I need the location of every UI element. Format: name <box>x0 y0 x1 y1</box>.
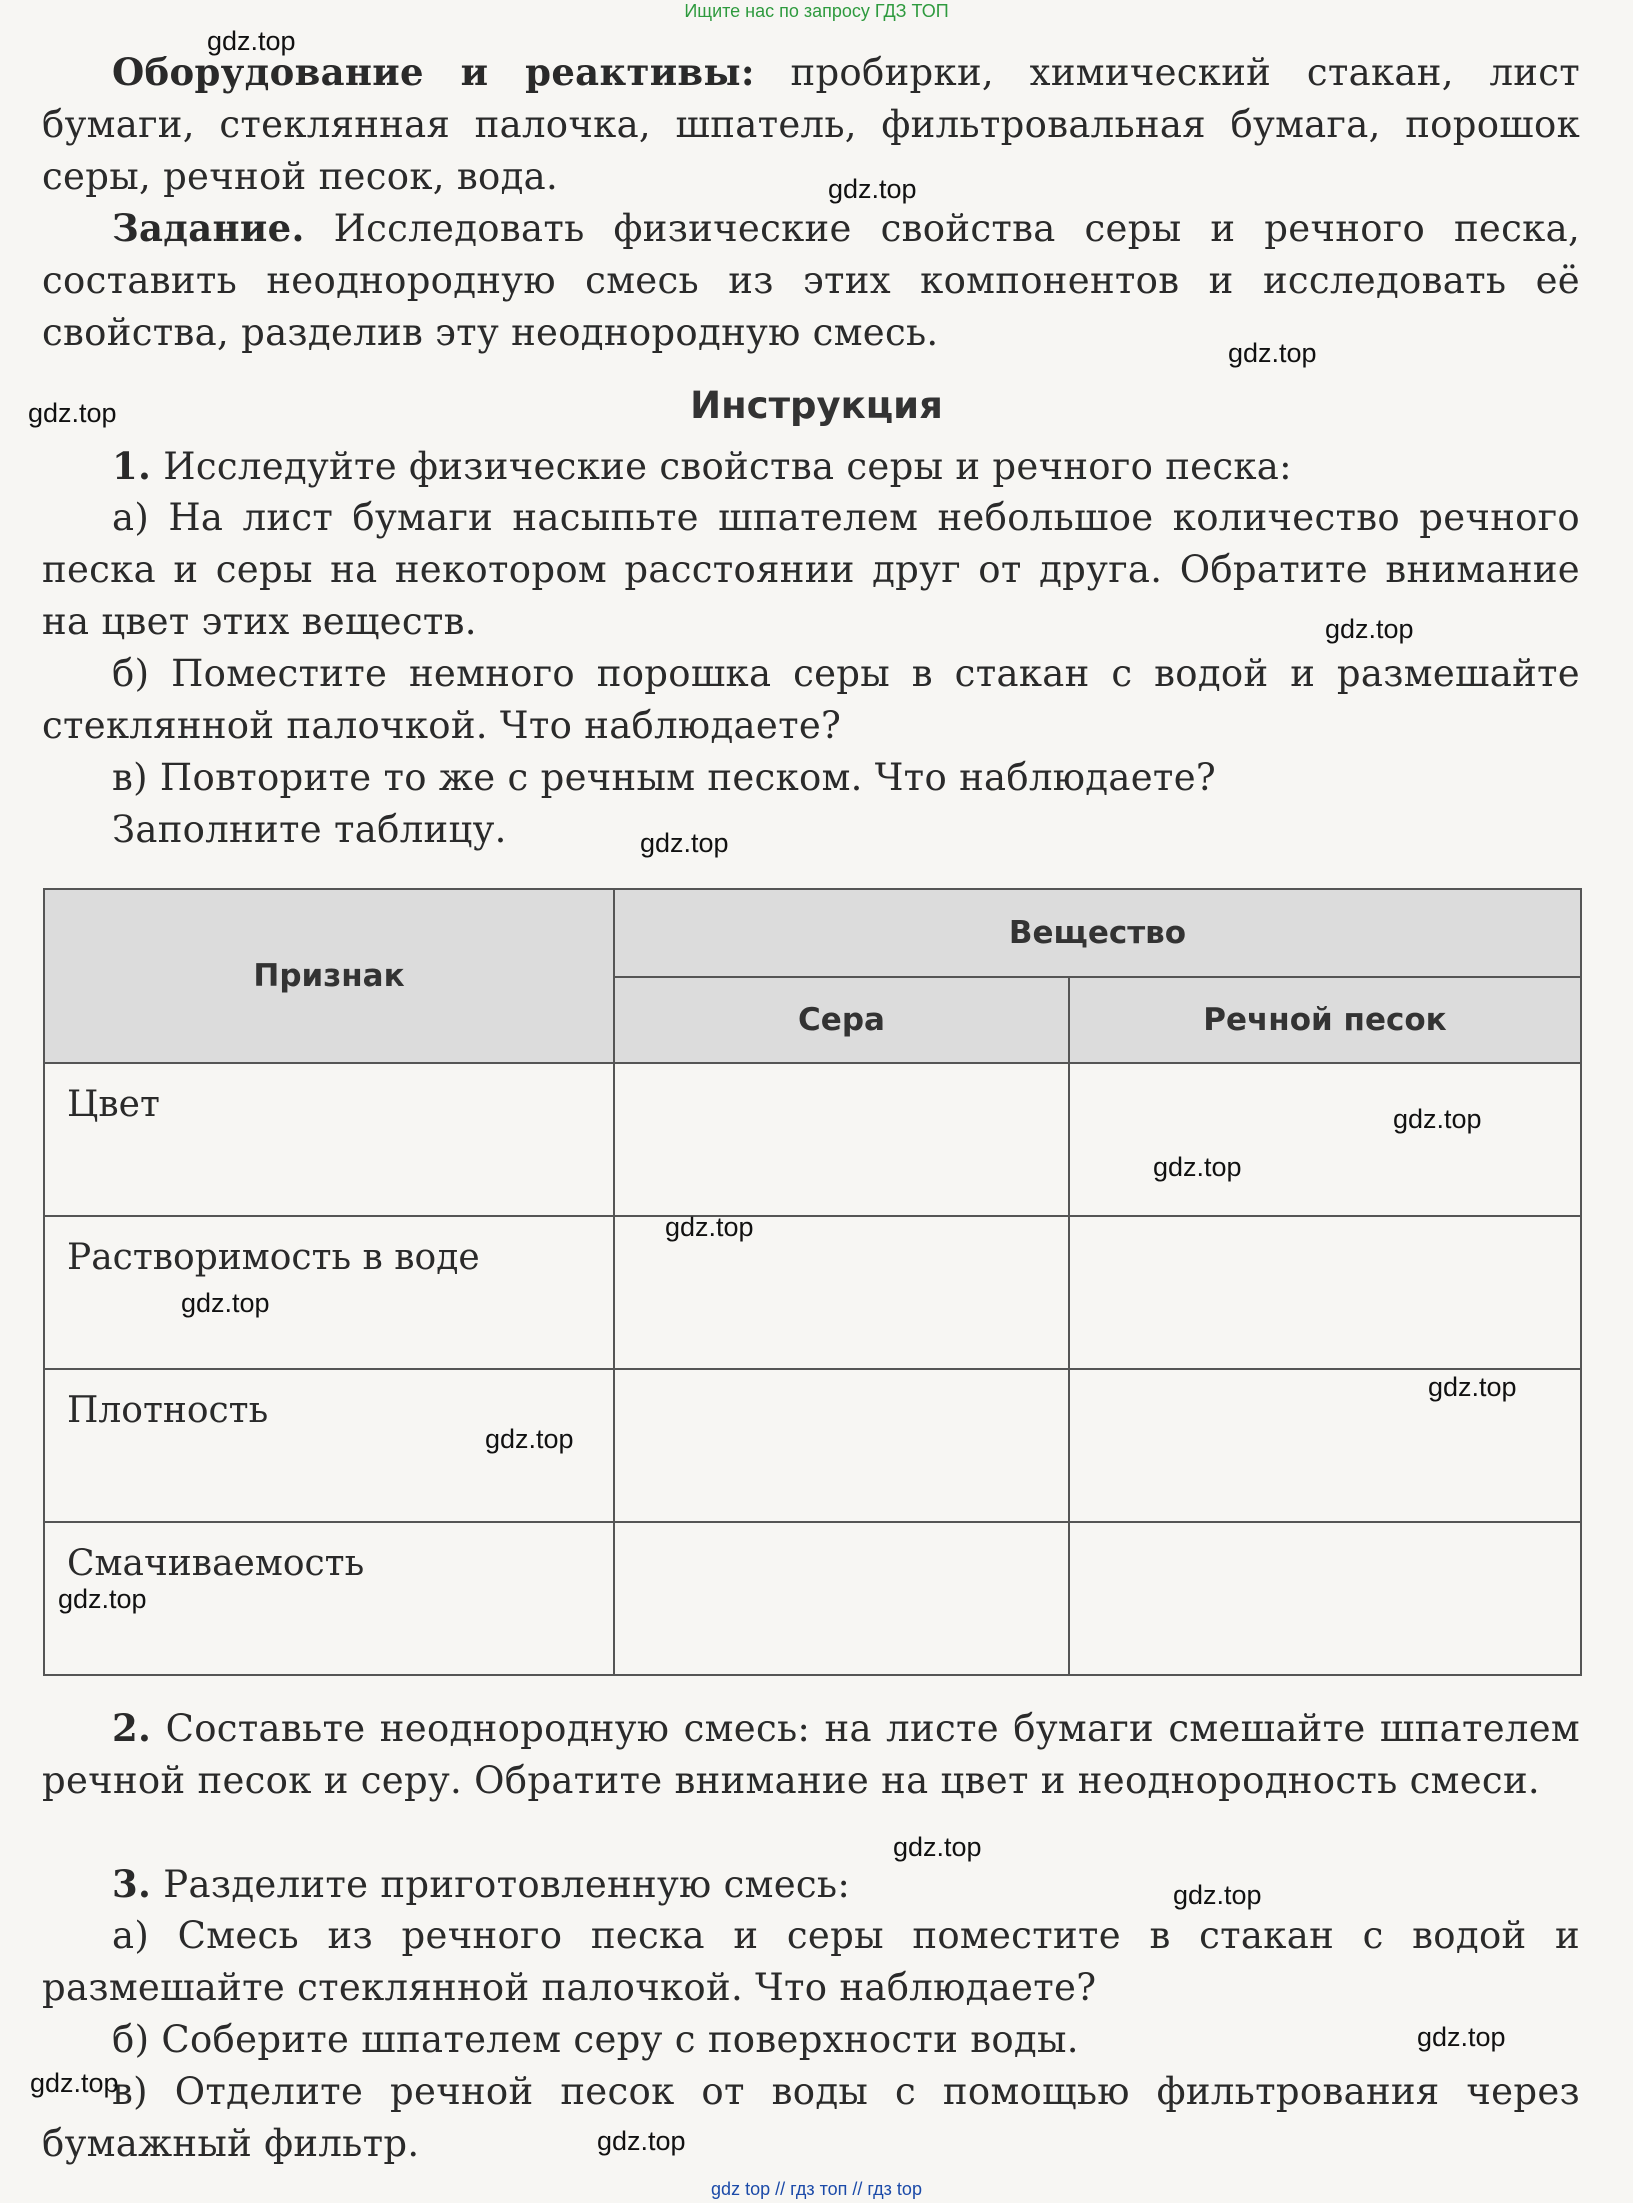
row-label-color: Цвет <box>44 1063 614 1216</box>
watermark: gdz.top <box>597 2126 686 2156</box>
step3-paragraph <box>42 1858 1580 1911</box>
watermark: gdz.top <box>828 174 917 204</box>
task-text: Исследовать физические свойства серы и речного песка, составить неоднородную смесь из этих компонентов и исследовать её свойства, разделив эту неоднородную смесь. <box>42 207 1581 354</box>
watermark: gdz.top <box>1428 1372 1517 1402</box>
header-sand: Речной песок <box>1069 977 1581 1063</box>
table-row <box>44 1522 1581 1675</box>
header-substance: Вещество <box>614 889 1581 977</box>
step3-number: 3. <box>112 1862 152 1906</box>
watermark: gdz.top <box>1325 614 1414 644</box>
properties-table <box>43 888 1582 1676</box>
cell-sulfur-density[interactable] <box>614 1369 1069 1522</box>
step1-b: б) Поместите немного порошка серы в стакан с водой и размешайте стеклянной палочкой. Что наблюдаете? <box>42 652 1580 747</box>
watermark: gdz.top <box>640 828 729 858</box>
cell-sand-solubility[interactable] <box>1069 1216 1581 1369</box>
step1-paragraph <box>42 440 1580 493</box>
top-banner[interactable]: Ищите нас по запросу ГДЗ ТОП <box>684 1 949 21</box>
watermark: gdz.top <box>207 26 296 56</box>
cell-sulfur-color[interactable] <box>614 1063 1069 1216</box>
watermark: gdz.top <box>1393 1104 1482 1134</box>
bottom-banner[interactable]: gdz top // гдз топ // гдз top <box>711 2179 922 2199</box>
step1-c: в) Повторите то же с речным песком. Что наблюдаете? <box>112 756 1217 799</box>
step3-b: б) Соберите шпателем серу с поверхности воды. <box>112 2018 1079 2061</box>
step2-text: Составьте неоднородную смесь: на листе бумаги смешайте шпателем речной песок и серу. Обратите внимание на цвет и неоднородность смеси. <box>42 1707 1581 1802</box>
header-sulfur: Сера <box>614 977 1069 1063</box>
step1-a: а) На лист бумаги насыпьте шпателем небольшое количество речного песка и серы на некотором расстоянии друг от друга. Обратите внимание на цвет этих веществ. <box>42 496 1580 643</box>
header-feature: Признак <box>44 889 614 1063</box>
row-label-wettability: Смачиваемость <box>44 1522 614 1675</box>
watermark: gdz.top <box>58 1584 147 1614</box>
step1-text: Исследуйте физические свойства серы и речного песка: <box>163 445 1292 488</box>
watermark: gdz.top <box>665 1212 754 1242</box>
watermark: gdz.top <box>1228 338 1317 368</box>
watermark: gdz.top <box>28 398 117 428</box>
step3-c: в) Отделите речной песок от воды с помощью фильтрования через бумажный фильтр. <box>42 2070 1580 2165</box>
table-row <box>44 1063 1581 1216</box>
watermark: gdz.top <box>485 1424 574 1454</box>
equipment-label: Оборудование и реактивы: <box>112 50 755 94</box>
watermark: gdz.top <box>1417 2022 1506 2052</box>
cell-sand-color[interactable] <box>1069 1063 1581 1216</box>
equipment-text: пробирки, химический стакан, лист бумаги, стеклянная палочка, шпатель, фильтровальная бумага, порошок серы, речной песок, вода. <box>42 51 1581 198</box>
step2-paragraph <box>42 1702 1580 1807</box>
watermark: gdz.top <box>1153 1152 1242 1182</box>
cell-sand-wettability[interactable] <box>1069 1522 1581 1675</box>
table-row <box>44 1216 1581 1369</box>
cell-sulfur-wettability[interactable] <box>614 1522 1069 1675</box>
watermark: gdz.top <box>1173 1880 1262 1910</box>
task-label: Задание. <box>112 206 305 250</box>
step3-text: Разделите приготовленную смесь: <box>163 1863 851 1906</box>
watermark: gdz.top <box>30 2068 119 2098</box>
step3-a: а) Смесь из речного песка и серы поместите в стакан с водой и размешайте стеклянной палочкой. Что наблюдаете? <box>42 1914 1580 2009</box>
step1-fill: Заполните таблицу. <box>112 808 507 851</box>
row-label-solubility: Растворимость в воде <box>44 1216 614 1369</box>
watermark: gdz.top <box>893 1832 982 1862</box>
task-paragraph <box>42 202 1580 359</box>
step2-number: 2. <box>112 1706 152 1750</box>
table-row <box>44 1369 1581 1522</box>
watermark: gdz.top <box>181 1288 270 1318</box>
step1-number: 1. <box>112 444 152 488</box>
equipment-paragraph <box>42 46 1580 203</box>
row-label-density: Плотность <box>44 1369 614 1522</box>
instruction-heading: Инструкция <box>690 384 943 427</box>
